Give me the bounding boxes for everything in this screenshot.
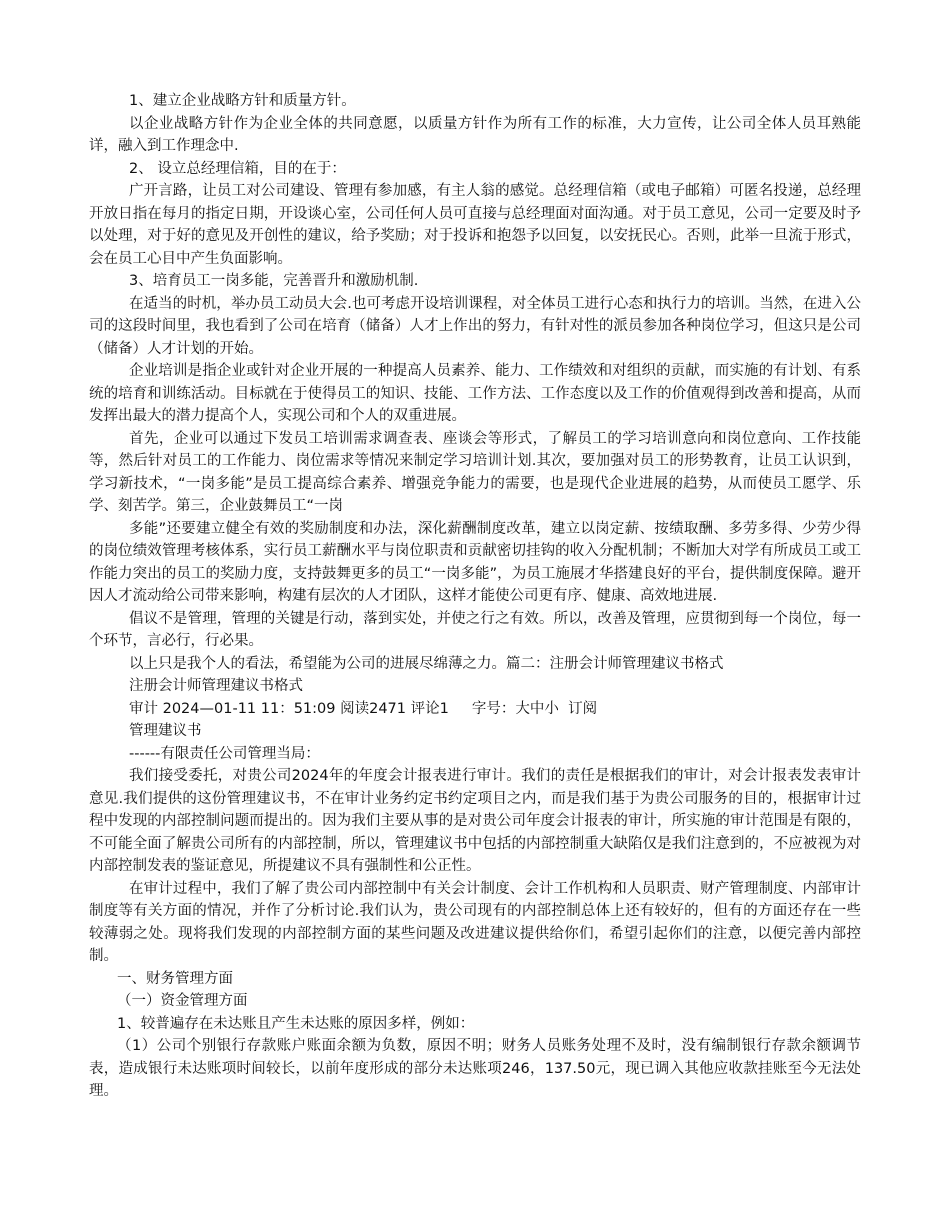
heading-financial-management: 一、财务管理方面 xyxy=(117,970,233,987)
heading-fund-management: （一）资金管理方面 xyxy=(117,993,248,1009)
paragraph-engagement: 我们接受委托，对贵公司2024年的年度会计报表进行审计。我们的责任是根据我们的审计，对会计报表发表审计意见.我们提供的这份管理建议书，不在审计业务约定书约定项目之内，而是我们基于为贵公司服务的目的，根据审计过程中发现的内部控制问题而提出的。因为我们主要从事的是对贵公司年度会计报表的审计，所实施的审计范围是有限的，不可能全面了解贵公司所有的内部控制，所以，管理建议书中包括的内部控制重大缺陷仅是我们注意到的，不应被视为对内部控制发表的鉴证意见，所提建议不具有强制性和公正性。 xyxy=(89,768,861,874)
document-body xyxy=(89,90,861,1103)
paragraph-strategy-heading: 1、建立企业战略方针和质量方针。 xyxy=(129,93,356,109)
section-title: 注册会计师管理建议书格式 xyxy=(129,678,303,694)
paragraph-outstanding-items: 1、较普遍存在未达账且产生未达账的原因多样，例如： xyxy=(117,1015,475,1032)
paragraph-training-body: 在适当的时机，举办员工动员大会.也可考虑开设培训课程，对全体员工进行心态和执行力的培训。当然，在进入公司的这段时间里，我也看到了公司在培育（储备）人才上作出的努力，有针对性的派员参加各种岗位学习，但这只是公司（储备）人才计划的开始。 xyxy=(89,295,861,357)
paragraph-strategy-body: 以企业战略方针作为企业全体的共同意愿，以质量方针作为所有工作的标准，大力宣传，让公司全体人员耳熟能详，融入到工作理念中. xyxy=(89,115,861,154)
paragraph-audit-process: 在审计过程中，我们了解了贵公司内部控制中有关会计制度、会计工作机构和人员职责、财产管理制度、内部审计制度等有关方面的情况，并作了分析讨论.我们认为，贵公司现有的内部控制总体上还有较好的，但有的方面还存在一些较薄弱之处。现将我们发现的内部控制方面的某些问题及改进建议提供给你们，希望引起你们的注意，以便完善内部控制。 xyxy=(89,880,861,964)
paragraph-multi-skill: 多能”还要建立健全有效的奖励制度和办法，深化薪酬制度改革，建立以岗定薪、按绩取酬、多劳多得、少劳少得的岗位绩效管理考核体系，实行员工薪酬水平与岗位职责和贡献密切挂钩的收入分配机制；不断加大对学有所成员工或工作能力突出的员工的奖励力度，支持鼓舞更多的员工“一岗多能”，为员工施展才华搭建良好的平台，提供制度保障。避开因人才流动给公司带来影响，构建有层次的人才团队，这样才能使公司更有序、健康、高效地进展. xyxy=(89,520,861,604)
paragraph-closing: 以上只是我个人的看法，希望能为公司的进展尽绵薄之力。篇二：注册会计师管理建议书格式 xyxy=(129,655,724,672)
paragraph-mailbox-heading: 2、 设立总经理信箱，目的在于： xyxy=(129,160,346,177)
paragraph-action: 倡议不是管理，管理的关键是行动，落到实处，并使之行之有效。所以，改善及管理，应贯彻到每一个岗位，每一个环节，言必行，行必果。 xyxy=(89,610,861,649)
letter-title: 管理建议书 xyxy=(129,723,202,739)
letter-addressee: ------有限责任公司管理当局： xyxy=(129,745,320,762)
paragraph-item-1: （1）公司个别银行存款账户账面余额为负数，原因不明；财务人员账务处理不及时，没有编制银行存款余额调节表，造成银行未达账项时间较长，以前年度形成的部分未达账项246，137.50元，现已调入其他应收款挂账至今无法处理。 xyxy=(89,1038,861,1099)
article-meta-line: 审计 2024—01-11 11：51:09 阅读2471 评论1 字号：大中小 订阅 xyxy=(129,700,598,717)
paragraph-mailbox-body: 广开言路，让员工对公司建设、管理有参加感，有主人翁的感觉。总经理信箱（或电子邮箱）可匿名投递，总经理开放日指在每月的指定日期，开设谈心室，公司任何人员可直接与总经理面对面沟通。对于员工意见，公司一定要及时予以处理，对于好的意见及开创性的建议，给予奖励；对于投诉和抱怨予以回复，以安抚民心。否则，此举一旦流于形式，会在员工心目中产生负面影响。 xyxy=(89,183,861,267)
paragraph-training-heading: 3、培育员工一岗多能，完善晋升和激励机制. xyxy=(129,273,419,289)
paragraph-enterprise-training: 企业培训是指企业或针对企业开展的一种提高人员素养、能力、工作绩效和对组织的贡献，而实施的有计划、有系统的培育和训练活动。目标就在于使得员工的知识、技能、工作方法、工作态度以及工作的价值观得到改善和提高，从而发挥出最大的潜力提高个人，实现公司和个人的双重进展。 xyxy=(89,363,861,424)
paragraph-first-second-third: 首先，企业可以通过下发员工培训需求调查表、座谈会等形式，了解员工的学习培训意向和岗位意向、工作技能等，然后针对员工的工作能力、岗位需求等情况来制定学习培训计划.其次，要加强对员工的形势教育，让员工认识到，学习新技术，“一岗多能”是员工提高综合素养、增强竞争能力的需要，也是现代企业进展的趋势，从而使员工愿学、乐学、刻苦学。第三，企业鼓舞员工“一岗 xyxy=(89,430,861,514)
